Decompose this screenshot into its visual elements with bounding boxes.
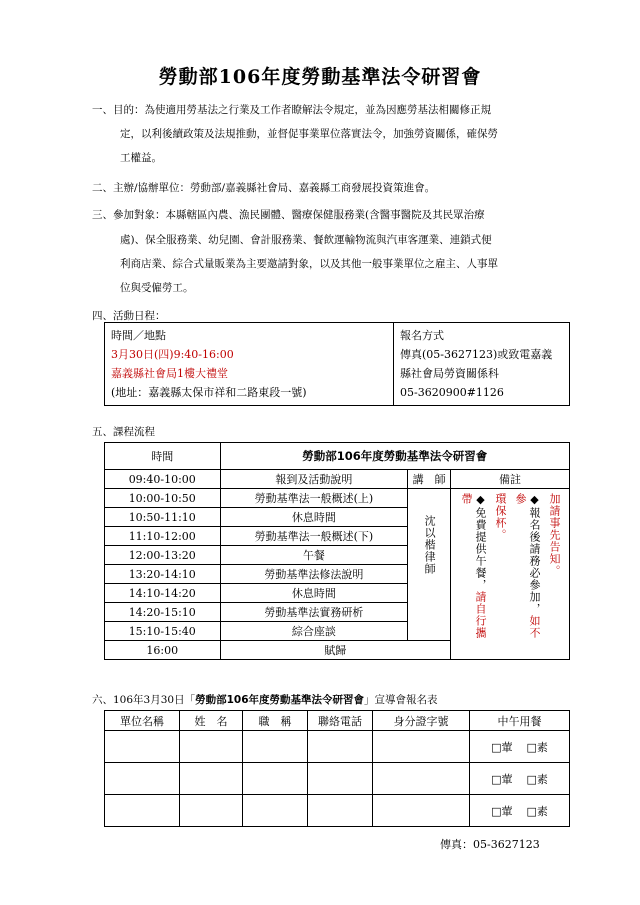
footer-fax: 傳真：05-3627123 [440,838,540,851]
reg-header-phone: 聯絡電話 [308,711,373,731]
schedule-item-4: 午餐 [220,546,408,565]
schedule-item-0: 報到及活動說明 [220,470,408,489]
remark-register-text: ◆報名後請務必參加， [528,493,541,615]
section-organizers: 二、主辦/協辦單位：勞動部/嘉義縣社會局、嘉義縣工商發展投資策進會。 [92,182,436,194]
reg-id-field[interactable] [373,731,470,763]
schedule-item-9: 賦歸 [220,641,451,660]
reg-meal-cell [470,731,570,763]
reg-row [105,795,570,827]
purpose-line-3: 工權益。 [120,152,162,164]
time-place-cell [105,323,394,406]
schedule-time-3: 11:10-12:00 [105,527,221,546]
remark-cup: 環保杯。 [494,493,507,541]
participants-line-2: 處)、保全服務業、幼兒園、會計服務業、餐飲運輸物流與汽車客運業、連鎖式便 [120,234,492,246]
meal-veg-checkbox[interactable]: □素 [526,772,548,786]
schedule-item-1: 勞動基準法一般概述(上) [220,489,408,508]
speaker-header: 講 師 [408,470,451,489]
course-schedule-table [104,442,570,660]
reg-method-label: 報名方式 [400,329,444,342]
reg-id-field[interactable] [373,763,470,795]
event-date: 3月30日(四)9:40-16:00 [111,348,234,361]
reg-title-field[interactable] [243,795,308,827]
section-participants-label: 三、參加對象： [92,209,166,221]
remark-register [513,493,541,643]
reg-unit-field[interactable] [105,731,180,763]
speaker-cell [408,489,451,641]
schedule-time-5: 13:20-14:10 [105,565,221,584]
section-purpose [92,98,491,122]
speaker-name: 沈以楷律師 [423,515,437,575]
reg-dept-line: 縣社會局勞資關係科 [400,367,499,380]
reg-phone-field[interactable] [308,731,373,763]
reg-unit-field[interactable] [105,795,180,827]
remark-notify: 加請事先告知。 [548,493,561,577]
reg-id-field[interactable] [373,795,470,827]
event-info-table [104,322,570,406]
event-address: (地址：嘉義縣太保市祥和二路東段一號) [111,386,307,399]
reg-header-title: 職 稱 [243,711,308,731]
remarks-header: 備註 [451,470,570,489]
participants-line-4: 位與受僱勞工。 [120,282,194,294]
schedule-item-6: 休息時間 [220,584,408,603]
reg-name-field[interactable] [180,731,243,763]
reg-header-unit: 單位名稱 [105,711,180,731]
registration-method-cell [394,323,570,406]
reg-meal-cell [470,763,570,795]
remark-register-red: 如不參 [514,493,541,639]
reg-header-meal: 中午用餐 [470,711,570,731]
reg-name-field[interactable] [180,763,243,795]
reg-heading-prefix: 六、106年3月30日「 [92,694,196,706]
reg-meal-cell [470,795,570,827]
section-registration-heading [92,688,438,712]
page-title: 勞動部106年度勞動基準法令研習會 [158,66,482,88]
schedule-item-2: 休息時間 [220,508,408,527]
event-venue: 嘉義縣社會局1樓大禮堂 [111,367,228,380]
participants-line-3: 利商店業、綜合式量販業為主要邀請對象，以及其他一般事業單位之雇主、人事單 [120,258,498,270]
reg-phone-field[interactable] [308,795,373,827]
reg-title-field[interactable] [243,763,308,795]
schedule-item-7: 勞動基準法實務研析 [220,603,408,622]
remark-lunch-text: ◆免費提供午餐， [474,493,487,591]
schedule-time-9: 16:00 [105,641,221,660]
section-schedule-heading: 四、活動日程： [92,310,166,322]
purpose-line-2: 定，以利後續政策及法規推動，並督促事業單位落實法令，加強勞資關係，確保勞 [120,128,498,140]
section-participants [92,203,485,227]
schedule-time-1: 10:00-10:50 [105,489,221,508]
reg-title-field[interactable] [243,731,308,763]
remarks-cell [451,489,570,660]
reg-unit-field[interactable] [105,763,180,795]
remark-lunch-red: 請自行攜帶 [460,493,487,639]
meal-veg-checkbox[interactable]: □素 [526,740,548,754]
meal-meat-checkbox[interactable]: □葷 [491,804,513,818]
reg-phone-field[interactable] [308,763,373,795]
meal-meat-checkbox[interactable]: □葷 [491,772,513,786]
reg-header-id: 身分證字號 [373,711,470,731]
schedule-time-4: 12:00-13:20 [105,546,221,565]
meal-veg-checkbox[interactable]: □素 [526,804,548,818]
reg-phone-line: 05-3620900#1126 [400,386,504,399]
schedule-time-0: 09:40-10:00 [105,470,221,489]
purpose-line-1: 為使適用勞基法之行業及工作者瞭解法令規定，並為因應勞基法相關修正規 [144,104,491,116]
reg-header-name: 姓 名 [180,711,243,731]
schedule-time-8: 15:10-15:40 [105,622,221,641]
meal-meat-checkbox[interactable]: □葷 [491,740,513,754]
section-purpose-label: 一、目的： [92,104,145,116]
reg-row [105,731,570,763]
schedule-item-3: 勞動基準法一般概述(下) [220,527,408,546]
reg-heading-event: 勞動部106年度勞動基準法令研習會 [195,694,365,706]
schedule-item-5: 勞動基準法修法說明 [220,565,408,584]
schedule-time-7: 14:20-15:10 [105,603,221,622]
schedule-time-2: 10:50-11:10 [105,508,221,527]
reg-name-field[interactable] [180,795,243,827]
header-time: 時間 [105,443,221,470]
reg-heading-suffix: 」宣導會報名表 [364,694,438,706]
remark-lunch [459,493,487,643]
reg-fax-line: 傳真(05-3627123)或致電嘉義 [400,348,553,361]
section-course-heading: 五、課程流程 [92,426,155,438]
registration-form-table [104,710,570,827]
reg-row [105,763,570,795]
time-place-label: 時間／地點 [111,329,166,342]
participants-line-1: 本縣轄區內農、漁民團體、醫療保健服務業(含醫事醫院及其民眾治療 [165,209,485,221]
header-course-title: 勞動部106年度勞動基準法令研習會 [220,443,570,470]
schedule-item-8: 綜合座談 [220,622,408,641]
schedule-time-6: 14:10-14:20 [105,584,221,603]
